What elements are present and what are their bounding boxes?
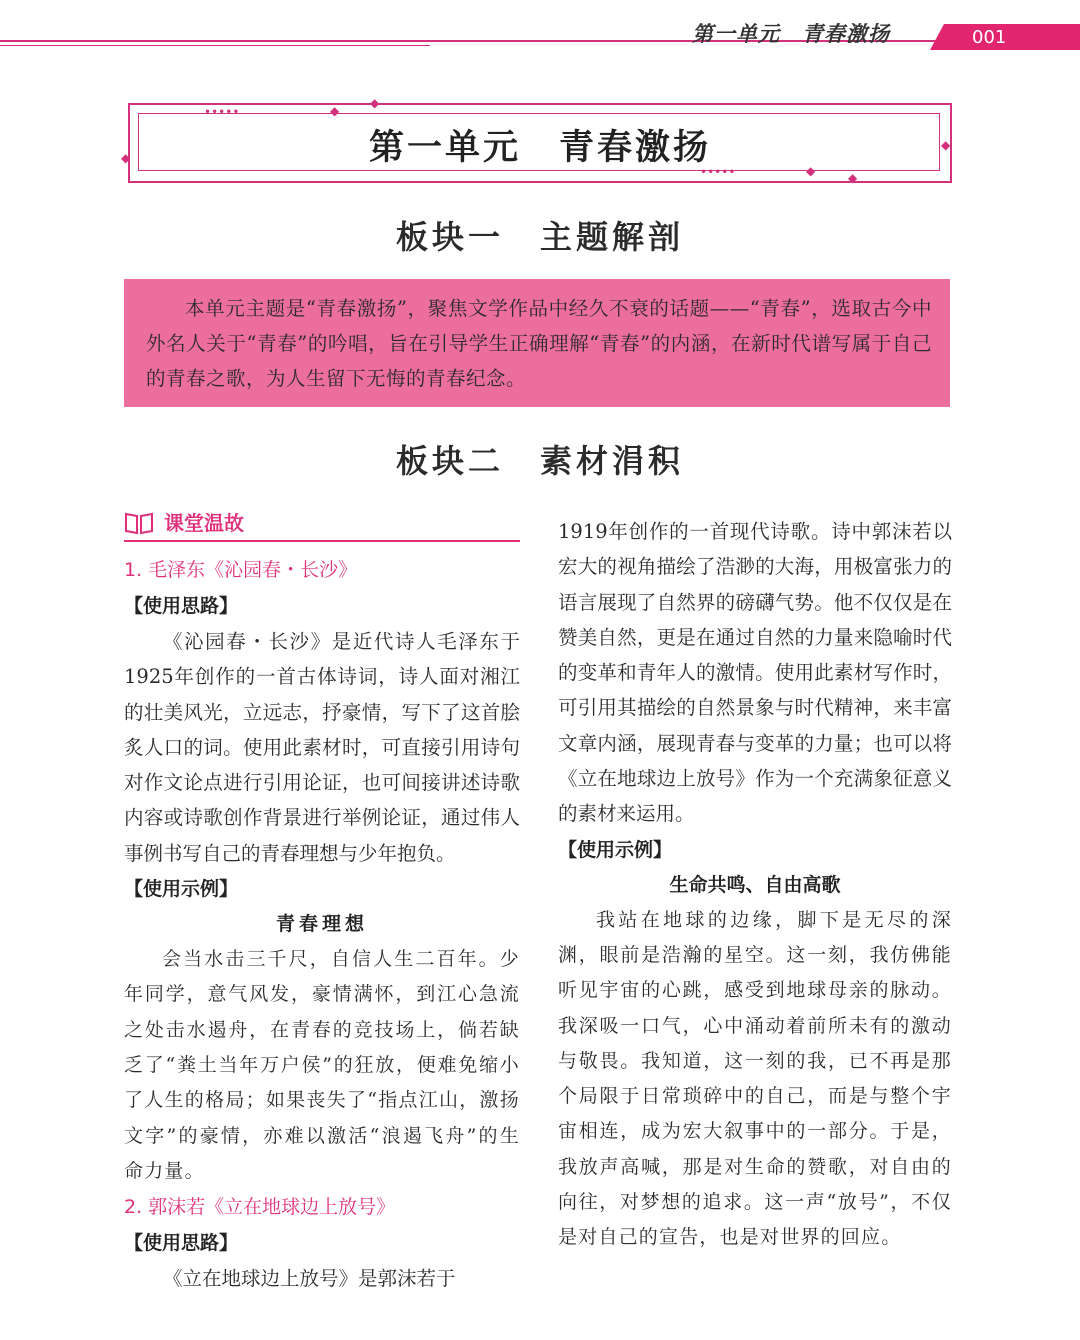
unit-title: 第一单元 青春激扬 xyxy=(368,127,711,168)
intro-text: 本单元主题是“青春激扬”，聚焦文学作品中经久不衰的话题——“青春”，选取古今中外名人关于“青春”的吟唱，旨在引导学生正确理解“青春”的内涵，在新时代谱写属于自己的青春之歌，为人生留下无悔的青春纪念。 xyxy=(146,297,932,390)
usage-example-tag: 【使用示例】 xyxy=(558,838,673,861)
open-book-icon xyxy=(124,511,154,535)
usage-idea-tag: 【使用思路】 xyxy=(124,595,239,617)
page-number: 001 xyxy=(972,27,1007,48)
usage-idea-text: 《立在地球边上放号》是郭沫若于 xyxy=(163,1267,456,1291)
subsection-heading-label: 课堂温故 xyxy=(164,511,244,535)
section-title-analysis: 板块一 主题解剖 xyxy=(395,218,684,256)
frame-diamond-decoration: ◆ xyxy=(848,171,858,185)
header-rule-thin xyxy=(0,45,430,46)
usage-idea-text-continued: 1919年创作的一首现代诗歌。诗中郭沫若以宏大的视角描绘了浩渺的大海，用极富张力的语言展现了自然界的磅礴气势。他不仅仅是在赞美自然，更是在通过自然的力量来隐喻时代的变革和青年人的激情。使用此素材写作时，可引用其描绘的自然景象与时代精神，来丰富文章内涵，展现青春与变革的力量；也可以将《立在地球边上放号》作为一个充满象征意义的素材来运用。 xyxy=(558,520,952,826)
frame-dots-decoration: ••••• xyxy=(700,165,736,179)
header-rule xyxy=(0,40,1080,42)
frame-diamond-decoration: ◆ xyxy=(121,151,131,165)
right-column xyxy=(558,514,952,1256)
frame-diamond-decoration: ◆ xyxy=(330,104,340,118)
usage-idea-tag: 【使用思路】 xyxy=(124,1232,239,1255)
frame-diamond-decoration: ◆ xyxy=(806,164,816,178)
frame-diamond-decoration: ◆ xyxy=(941,138,951,152)
example-title: 青春理想 xyxy=(275,913,368,936)
item-title: 1. 毛泽东《沁园春・长沙》 xyxy=(124,559,358,581)
frame-dots-decoration: ••••• xyxy=(204,105,240,119)
usage-example-tag: 【使用示例】 xyxy=(124,878,239,901)
example-text: 会当水击三千尺，自信人生二百年。少年同学，意气风发，豪情满怀，到江心急流之处击水遏舟，在青春的竞技场上，倘若缺乏了“粪土当年万户侯”的狂放，便难免缩小了人生的格局；如果丧失了“指点江山，激扬文字”的豪情，亦难以激活“浪遏飞舟”的生命力量。 xyxy=(124,948,520,1182)
subsection-heading xyxy=(124,510,520,536)
section-title-materials: 板块二 素材涓积 xyxy=(395,442,684,480)
left-column xyxy=(124,510,520,1296)
example-text: 我站在地球的边缘，脚下是无尽的深渊，眼前是浩瀚的星空。这一刻，我仿佛能听见宇宙的心跳，感受到地球母亲的脉动。我深吸一口气，心中涌动着前所未有的激动与敬畏。我知道，这一刻的我，已不再是那个局限于日常琐碎中的自己，而是与整个宇宙相连，成为宏大叙事中的一部分。于是，我放声高喊，那是对生命的赞歌，对自由的向往，对梦想的追求。这一声“放号”，不仅是对自己的宣告，也是对世界的回应。 xyxy=(558,908,952,1249)
frame-diamond-decoration: ◆ xyxy=(370,96,380,110)
item-title: 2. 郭沫若《立在地球边上放号》 xyxy=(124,1196,396,1219)
running-head: 第一单元 青春激扬 xyxy=(692,22,890,46)
subsection-rule xyxy=(124,540,520,542)
example-title: 生命共鸣、自由高歌 xyxy=(669,873,841,896)
usage-idea-text: 《沁园春・长沙》是近代诗人毛泽东于1925年创作的一首古体诗词，诗人面对湘江的壮美风光，立远志，抒豪情，写下了这首脍炙人口的词。使用此素材时，可直接引用诗句对作文论点进行引用论证，也可间接讲述诗歌内容或诗歌创作背景进行举例论证，通过伟人事例书写自己的青春理想与少年抱负。 xyxy=(124,630,520,865)
